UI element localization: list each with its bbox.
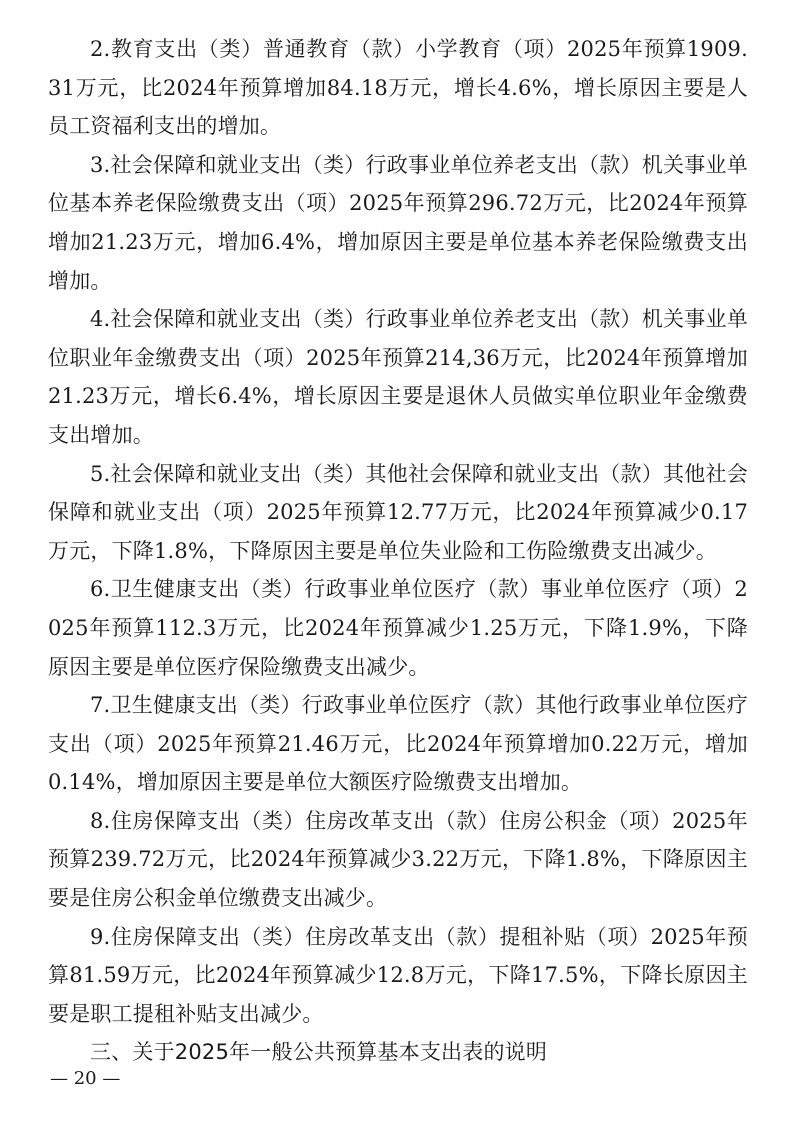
paragraph-item-4: 4.社会保障和就业支出（类）行政事业单位养老支出（款）机关事业单位职业年金缴费支出（项）2025年预算214,36万元，比2024年预算增加21.23万元，增长6.4%，增长原因主要是退休人员做实单位职业年金缴费支出增加。	[48, 307, 748, 447]
paragraph-item-2: 2.教育支出（类）普通教育（款）小学教育（项）2025年预算1909.31万元，比2024年预算增加84.18万元，增长4.6%，增长原因主要是人员工资福利支出的增加。	[48, 37, 748, 139]
document-body	[48, 30, 748, 1072]
page-number: — 20 —	[50, 1068, 121, 1089]
paragraph-item-8: 8.住房保障支出（类）住房改革支出（款）住房公积金（项）2025年预算239.72万元，比2024年预算减少3.22万元，下降1.8%，下降原因主要是住房公积金单位缴费支出减少。	[48, 808, 748, 911]
section-heading: 三、关于2025年一般公共预算基本支出表的说明	[90, 1040, 548, 1065]
paragraph-item-7: 7.卫生健康支出（类）行政事业单位医疗（款）其他行政事业单位医疗支出（项）2025年预算21.46万元，比2024年预算增加0.22万元，增加0.14%，增加原因主要是单位大额医疗险缴费支出增加。	[48, 693, 748, 795]
paragraph-item-6: 6.卫生健康支出（类）行政事业单位医疗（款）事业单位医疗（项）2025年预算112.3万元，比2024年预算减少1.25万元，下降1.9%，下降原因主要是单位医疗保险缴费支出减少。	[48, 577, 748, 679]
paragraph-item-3: 3.社会保障和就业支出（类）行政事业单位养老支出（款）机关事业单位基本养老保险缴费支出（项）2025年预算296.72万元，比2024年预算增加21.23万元，增加6.4%，增加原因主要是单位基本养老保险缴费支出增加。	[48, 152, 748, 293]
paragraph-item-5: 5.社会保障和就业支出（类）其他社会保障和就业支出（款）其他社会保障和就业支出（项）2025年预算12.77万元，比2024年预算减少0.17万元，下降1.8%，下降原因主要是单位失业险和工伤险缴费支出减少。	[48, 461, 748, 563]
paragraph-item-9: 9.住房保障支出（类）住房改革支出（款）提租补贴（项）2025年预算81.59万元，比2024年预算减少12.8万元，下降17.5%，下降长原因主要是职工提租补贴支出减少。	[48, 924, 748, 1026]
